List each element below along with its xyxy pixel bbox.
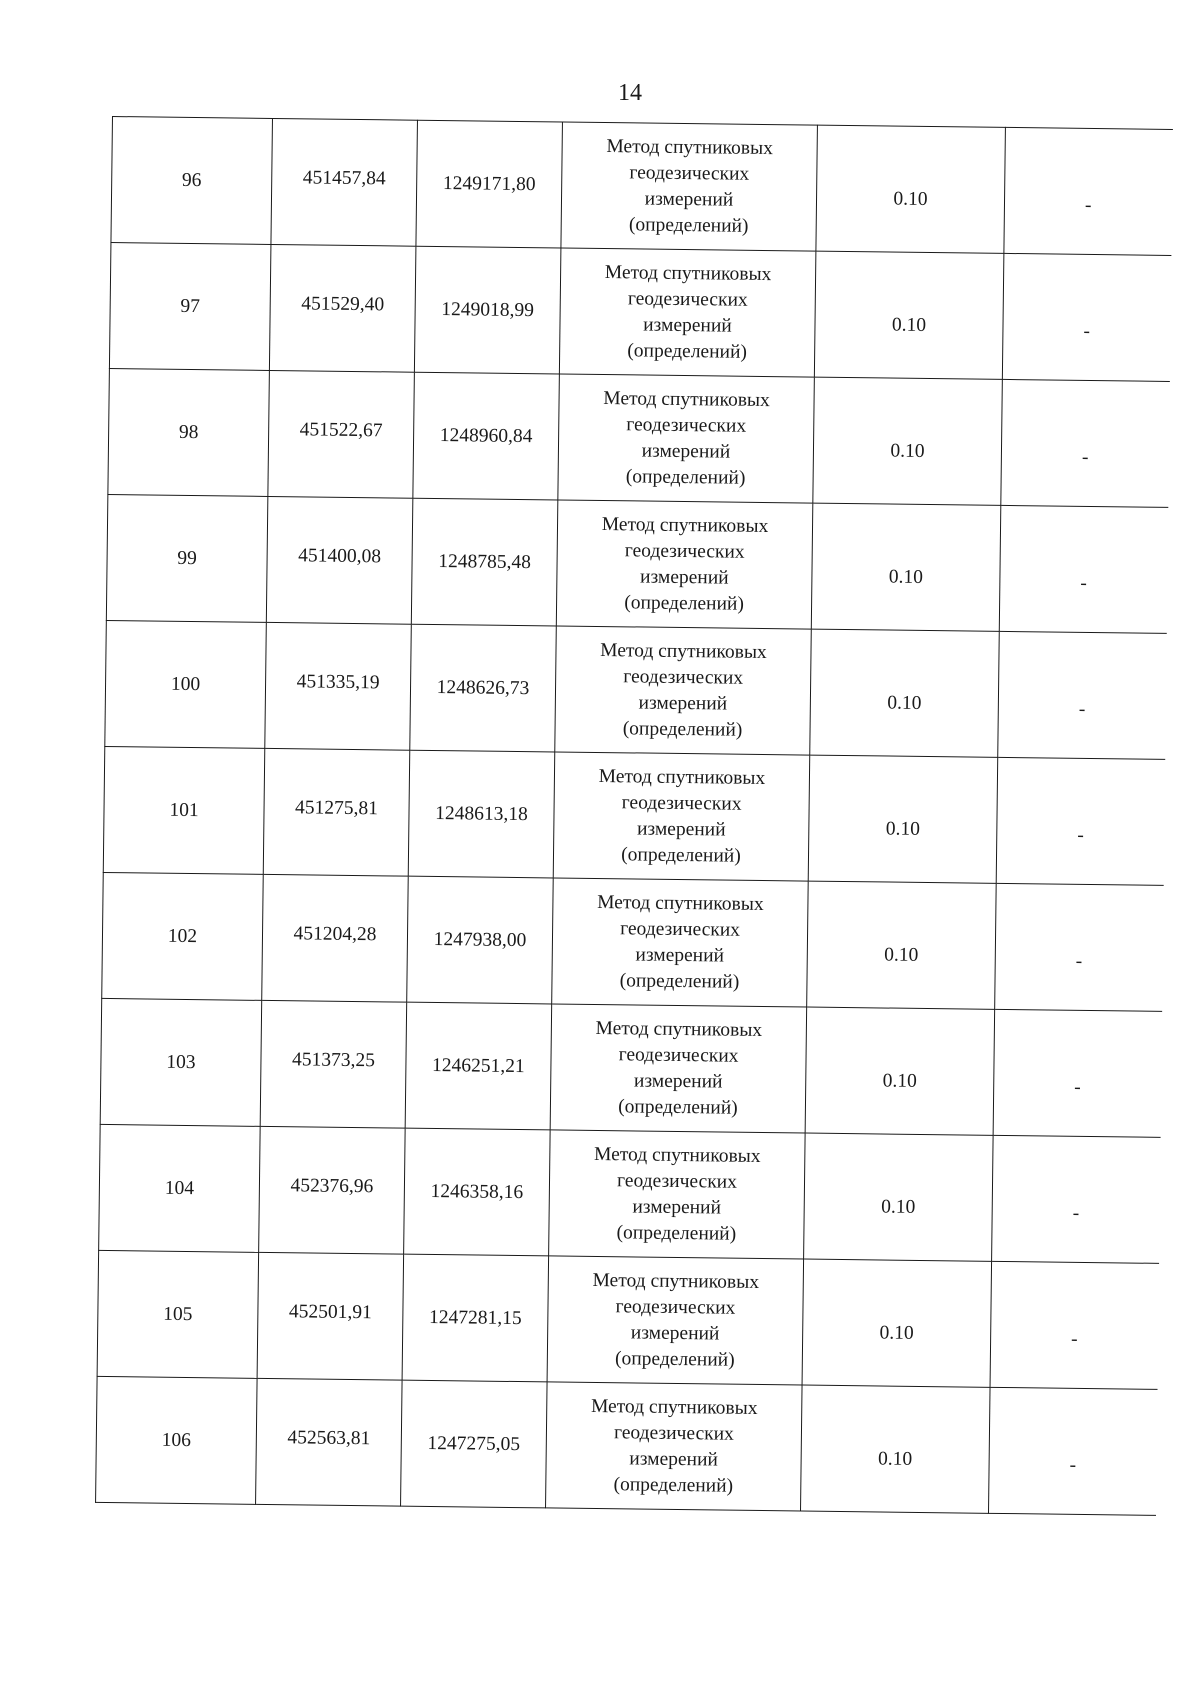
point-number-cell (96, 1376, 258, 1504)
x-coordinate-cell (257, 1252, 404, 1380)
table-row (105, 620, 1166, 759)
accuracy-cell (810, 629, 1000, 757)
y-coordinate: 1248626,73 (436, 676, 530, 699)
method-cell (558, 374, 815, 503)
point-number-cell (100, 998, 262, 1126)
point-number-cell (106, 494, 268, 622)
accuracy-cell (804, 1133, 994, 1261)
y-coordinate: 1246251,21 (431, 1054, 525, 1077)
table-row (100, 998, 1161, 1137)
x-coordinate-cell (263, 748, 410, 876)
method-cell (559, 248, 816, 377)
point-number-cell (97, 1250, 259, 1378)
method-cell (561, 122, 818, 251)
x-coordinate-cell (268, 370, 415, 498)
point-number-cell (103, 746, 265, 874)
method-cell (555, 626, 812, 755)
note-value: - (1071, 1328, 1078, 1350)
note-cell (999, 505, 1168, 633)
accuracy-value: 0.10 (887, 692, 922, 714)
x-coordinate: 451522,67 (299, 418, 383, 441)
method-description: Метод спутниковых геодезических измерений (определений) (590, 1395, 758, 1497)
accuracy-value: 0.10 (884, 943, 919, 966)
x-coordinate: 451204,28 (293, 922, 377, 945)
accuracy-value: 0.10 (891, 314, 927, 336)
y-coordinate: 1247275,05 (427, 1432, 521, 1455)
coordinates-table-body (96, 117, 1173, 1516)
method-cell (549, 1130, 806, 1259)
table-row (97, 1250, 1158, 1389)
table-row (108, 368, 1169, 507)
accuracy-value: 0.10 (893, 188, 928, 210)
point-number: 99 (177, 547, 197, 569)
method-description: Метод спутниковых геодезических измерений (определений) (604, 261, 772, 363)
y-coordinate-cell (410, 624, 557, 752)
method-description: Метод спутниковых геодезических измерений (определений) (593, 1143, 761, 1245)
point-number-cell (108, 368, 270, 496)
x-coordinate: 451373,25 (291, 1048, 376, 1071)
note-cell (993, 1009, 1162, 1137)
y-coordinate-cell (414, 246, 561, 374)
x-coordinate: 452376,96 (290, 1174, 374, 1197)
accuracy-cell (805, 1007, 995, 1135)
coordinates-table (95, 116, 1172, 1516)
point-number: 98 (178, 421, 199, 443)
y-coordinate: 1247281,15 (428, 1306, 522, 1329)
table-row (99, 1124, 1160, 1263)
x-coordinate-cell (262, 874, 409, 1002)
method-description: Метод спутниковых геодезических измерений (определений) (592, 1269, 760, 1371)
y-coordinate: 1247938,00 (433, 928, 527, 951)
page-number: 14 (618, 80, 642, 106)
method-cell (553, 752, 810, 881)
note-value: - (1078, 698, 1086, 720)
x-coordinate: 451457,84 (302, 166, 386, 189)
note-cell (1004, 127, 1173, 255)
accuracy-cell (801, 1385, 991, 1513)
point-number: 105 (163, 1303, 193, 1325)
y-coordinate-cell (408, 750, 555, 878)
note-value: - (1077, 824, 1084, 846)
method-description: Метод спутниковых геодезических измерений (определений) (601, 513, 769, 615)
x-coordinate: 451400,08 (298, 544, 382, 567)
point-number-cell (105, 620, 267, 748)
accuracy-cell (802, 1259, 992, 1387)
x-coordinate: 451275,81 (295, 796, 379, 819)
y-coordinate-cell (405, 1002, 552, 1130)
method-description: Метод спутниковых геодезических измерений (определений) (595, 1017, 763, 1119)
note-cell (998, 631, 1167, 759)
accuracy-value: 0.10 (885, 818, 921, 840)
y-coordinate-cell (404, 1128, 551, 1256)
x-coordinate: 451335,19 (296, 670, 380, 693)
y-coordinate-cell (416, 120, 563, 248)
table-row (103, 746, 1164, 885)
accuracy-cell (816, 125, 1006, 253)
x-coordinate: 451529,40 (301, 292, 385, 315)
x-coordinate-cell (271, 118, 418, 246)
note-value: - (1074, 1076, 1081, 1098)
x-coordinate-cell (260, 1000, 407, 1128)
accuracy-value: 0.10 (888, 566, 924, 588)
x-coordinate: 452501,91 (288, 1300, 372, 1323)
method-cell (546, 1382, 803, 1511)
point-number: 101 (169, 799, 199, 821)
table-row (106, 494, 1167, 633)
y-coordinate: 1248785,48 (438, 550, 532, 573)
accuracy-value: 0.10 (882, 1069, 917, 1092)
method-cell (556, 500, 813, 629)
x-coordinate-cell (256, 1378, 403, 1506)
method-cell (550, 1004, 807, 1133)
note-value: - (1083, 320, 1091, 342)
x-coordinate-cell (265, 622, 412, 750)
note-value: - (1075, 950, 1083, 972)
x-coordinate-cell (269, 244, 416, 372)
point-number: 106 (161, 1429, 192, 1451)
accuracy-value: 0.10 (890, 440, 925, 462)
y-coordinate: 1248613,18 (435, 802, 528, 825)
x-coordinate: 452563,81 (287, 1426, 371, 1449)
note-cell (992, 1135, 1161, 1263)
y-coordinate-cell (401, 1380, 548, 1508)
note-value: - (1084, 194, 1092, 216)
point-number-cell (109, 242, 271, 370)
point-number-cell (99, 1124, 261, 1252)
accuracy-value: 0.10 (877, 1447, 913, 1470)
accuracy-cell (808, 755, 998, 883)
method-description: Метод спутниковых геодезических измерений (определений) (603, 387, 770, 489)
y-coordinate: 1246358,16 (430, 1180, 524, 1203)
y-coordinate: 1249018,99 (441, 298, 535, 321)
accuracy-cell (814, 251, 1004, 379)
x-coordinate-cell (259, 1126, 406, 1254)
note-value: - (1072, 1202, 1080, 1224)
method-cell (547, 1256, 804, 1385)
note-cell (995, 883, 1164, 1011)
table-row (111, 117, 1172, 256)
y-coordinate: 1249171,80 (442, 172, 536, 195)
accuracy-value: 0.10 (881, 1195, 916, 1218)
accuracy-cell (811, 503, 1001, 631)
method-description: Метод спутниковых геодезических измерений (определений) (600, 639, 767, 741)
x-coordinate-cell (266, 496, 413, 624)
accuracy-value: 0.10 (879, 1321, 914, 1344)
method-cell (552, 878, 809, 1007)
point-number: 104 (164, 1177, 195, 1199)
y-coordinate-cell (407, 876, 554, 1004)
note-value: - (1081, 446, 1089, 468)
note-value: - (1069, 1454, 1077, 1476)
table-row (96, 1376, 1157, 1515)
table-row (102, 872, 1163, 1011)
point-number: 100 (170, 673, 201, 695)
point-number: 96 (181, 169, 202, 191)
note-cell (996, 757, 1165, 885)
note-cell (990, 1261, 1159, 1389)
table-row (109, 242, 1170, 381)
point-number: 103 (166, 1051, 196, 1073)
point-number: 97 (180, 295, 201, 317)
coordinates-table-container (95, 116, 1172, 1516)
note-cell (988, 1387, 1157, 1515)
y-coordinate-cell (413, 372, 560, 500)
accuracy-cell (807, 881, 997, 1009)
accuracy-cell (813, 377, 1003, 505)
method-description: Метод спутниковых геодезических измерений (определений) (597, 891, 764, 993)
method-description: Метод спутниковых геодезических измерений (определений) (606, 135, 774, 237)
point-number-cell (111, 117, 273, 245)
point-number-cell (102, 872, 264, 1000)
y-coordinate-cell (402, 1254, 549, 1382)
method-description: Метод спутниковых геодезических измерений (определений) (598, 765, 766, 867)
point-number: 102 (167, 925, 198, 947)
note-cell (1001, 379, 1170, 507)
y-coordinate: 1248960,84 (439, 424, 533, 447)
y-coordinate-cell (411, 498, 558, 626)
note-cell (1002, 253, 1171, 381)
note-value: - (1080, 572, 1087, 594)
